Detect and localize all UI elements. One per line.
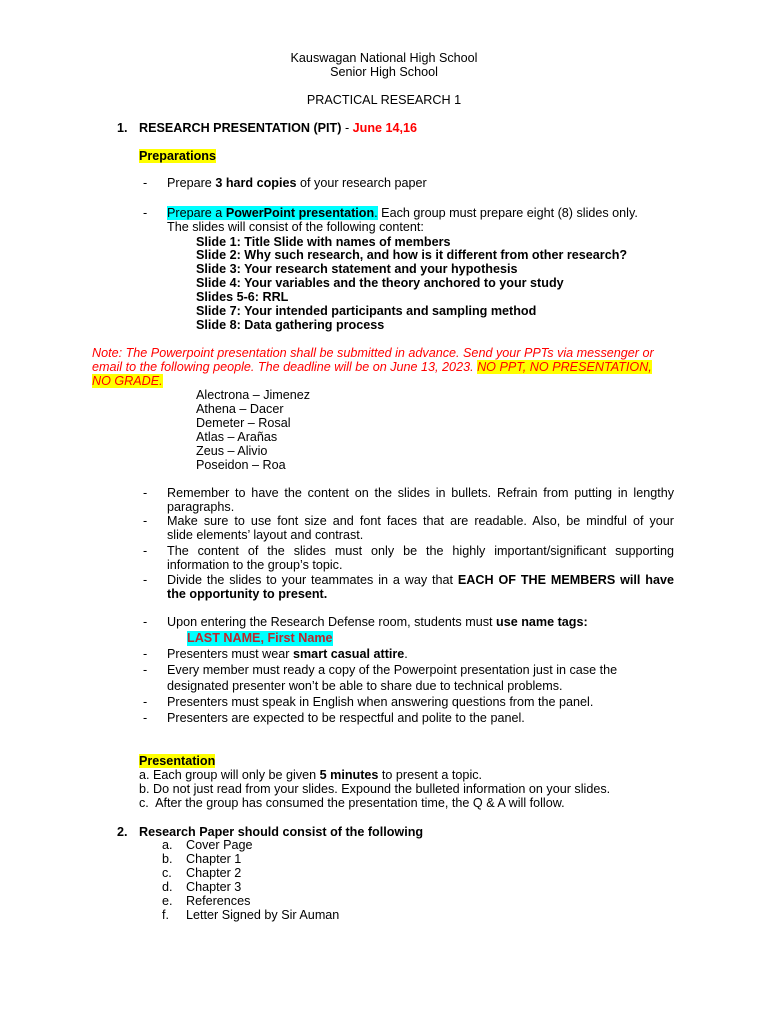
school-name: Kauswagan National High School — [290, 51, 478, 65]
defense-d5: Presenters are expected to be respectful and polite to the panel. — [167, 711, 525, 725]
bullet-dash: - — [143, 573, 148, 587]
paper-item-letter: a. — [162, 838, 173, 852]
paper-item: Chapter 1 — [186, 852, 242, 866]
presentation-item-a — [139, 768, 482, 783]
defense-d2-pre: Presenters must wear — [167, 647, 293, 661]
slide-item: Slides 5-6: RRL — [196, 290, 289, 304]
preparations-heading — [139, 149, 216, 164]
reminder-1-line1: Remember to have the content on the slides in bullets. Refrain from putting in lengthy — [167, 486, 674, 500]
reminder-1-line2: paragraphs. — [167, 500, 235, 514]
paper-item: Letter Signed by Sir Auman — [186, 908, 340, 922]
presentation-heading — [139, 754, 215, 769]
section1-date: June 14,16 — [352, 121, 418, 135]
note-line2 — [92, 360, 652, 375]
prep-item2-dot: . — [374, 206, 378, 220]
contact-item: Poseidon – Roa — [196, 458, 286, 472]
slide-item: Slide 4: Your variables and the theory anchored to your study — [196, 276, 564, 290]
paper-item-letter: c. — [162, 866, 172, 880]
prep-item-powerpoint — [167, 206, 674, 221]
presentation-item-c: c. After the group has consumed the presentation time, the Q & A will follow. — [139, 796, 565, 810]
section1-heading — [139, 121, 417, 136]
prep-item2-line2: The slides will consist of the following content: — [167, 220, 424, 234]
paper-item-letter: b. — [162, 852, 173, 866]
note-line1: Note: The Powerpoint presentation shall be submitted in advance. Send your PPTs via messenger or — [92, 346, 654, 360]
prep-item1-post: of your research paper — [296, 176, 427, 190]
slide-item: Slide 2: Why such research, and how is it different from other research? — [196, 248, 628, 262]
presentation-heading-text: Presentation — [139, 754, 216, 768]
prep-item2-bold: PowerPoint presentation — [225, 206, 375, 220]
bullet-dash: - — [143, 647, 148, 661]
bullet-dash: - — [143, 486, 148, 500]
prep-item1-bold: 3 hard copies — [215, 176, 297, 190]
defense-d2-post: . — [404, 647, 408, 661]
bullet-dash: - — [143, 711, 148, 725]
defense-d1-bold: use name tags: — [496, 615, 588, 629]
paper-item: Cover Page — [186, 838, 253, 852]
paper-item: References — [186, 894, 251, 908]
reminder-2-line2: slide elements’ layout and contrast. — [167, 528, 364, 542]
reminder-3-line2: information to the group’s topic. — [167, 558, 343, 572]
reminder-2-line1: Make sure to use font size and font faces that are readable. Also, be mindful of your — [167, 514, 674, 528]
paper-item-letter: e. — [162, 894, 173, 908]
contact-item: Atlas – Arañas — [196, 430, 278, 444]
reminder-4-bold: EACH OF THE MEMBERS will have — [457, 573, 674, 587]
reminder-3-line1: The content of the slides must only be the highly important/significant supporting — [167, 544, 674, 558]
presentation-a-bold: 5 minutes — [319, 768, 379, 782]
preparations-heading-text: Preparations — [139, 149, 216, 163]
bullet-dash: - — [143, 695, 148, 709]
presentation-a-post: to present a topic. — [378, 768, 483, 782]
note-line3-highlight: NO GRADE. — [92, 374, 163, 388]
paper-item: Chapter 3 — [186, 880, 242, 894]
section2-number: 2. — [117, 825, 128, 839]
section1-number: 1. — [117, 121, 128, 135]
paper-item: Chapter 2 — [186, 866, 242, 880]
school-level: Senior High School — [330, 65, 438, 79]
note-line2-text: email to the following people. The deadline will be on June 13, 2023. — [92, 360, 478, 374]
reminder-4-line2: the opportunity to present. — [167, 587, 328, 601]
presentation-item-b: b. Do not just read from your slides. Expound the bulleted information on your slides. — [139, 782, 611, 796]
reminder-4-pre: Divide the slides to your teammates in a way that — [167, 573, 458, 587]
contact-item: Demeter – Rosal — [196, 416, 291, 430]
note-line3 — [92, 374, 163, 389]
contact-item: Zeus – Alivio — [196, 444, 268, 458]
contact-item: Athena – Dacer — [196, 402, 284, 416]
bullet-dash: - — [143, 176, 148, 190]
defense-d4: Presenters must speak in English when answering questions from the panel. — [167, 695, 594, 709]
bullet-dash: - — [143, 615, 148, 629]
bullet-dash: - — [143, 544, 148, 558]
defense-d3-line2: designated presenter won’t be able to share due to technical problems. — [167, 679, 563, 693]
presentation-a-pre: a. Each group will only be given — [139, 768, 320, 782]
paper-item-letter: f. — [162, 908, 169, 922]
contact-item: Alectrona – Jimenez — [196, 388, 311, 402]
defense-d1-pre: Upon entering the Research Defense room, students must — [167, 615, 497, 629]
prep-item2-rest: Each group must prepare eight (8) slides only. — [377, 206, 638, 220]
subject-title: PRACTICAL RESEARCH 1 — [306, 93, 462, 107]
section1-separator: - — [341, 121, 353, 135]
bullet-dash: - — [143, 206, 148, 220]
prep-item1-pre: Prepare — [167, 176, 216, 190]
name-tag-format: LAST NAME, First Name — [187, 631, 333, 645]
bullet-dash: - — [143, 663, 148, 677]
slide-item: Slide 3: Your research statement and your hypothesis — [196, 262, 518, 276]
defense-d3-line1: Every member must ready a copy of the Powerpoint presentation just in case the — [167, 663, 618, 677]
defense-d2-bold: smart casual attire — [292, 647, 405, 661]
prep-item2-pre: Prepare a — [167, 206, 226, 220]
note-line2-highlight: NO PPT, NO PRESENTATION, — [477, 360, 652, 374]
bullet-dash: - — [143, 514, 148, 528]
paper-item-letter: d. — [162, 880, 173, 894]
slide-item: Slide 1: Title Slide with names of members — [196, 235, 451, 249]
reminder-4-line1 — [167, 573, 674, 588]
slide-item: Slide 8: Data gathering process — [196, 318, 385, 332]
section2-title: Research Paper should consist of the following — [139, 825, 424, 839]
slide-item: Slide 7: Your intended participants and sampling method — [196, 304, 537, 318]
section1-title: RESEARCH PRESENTATION (PIT) — [139, 121, 342, 135]
